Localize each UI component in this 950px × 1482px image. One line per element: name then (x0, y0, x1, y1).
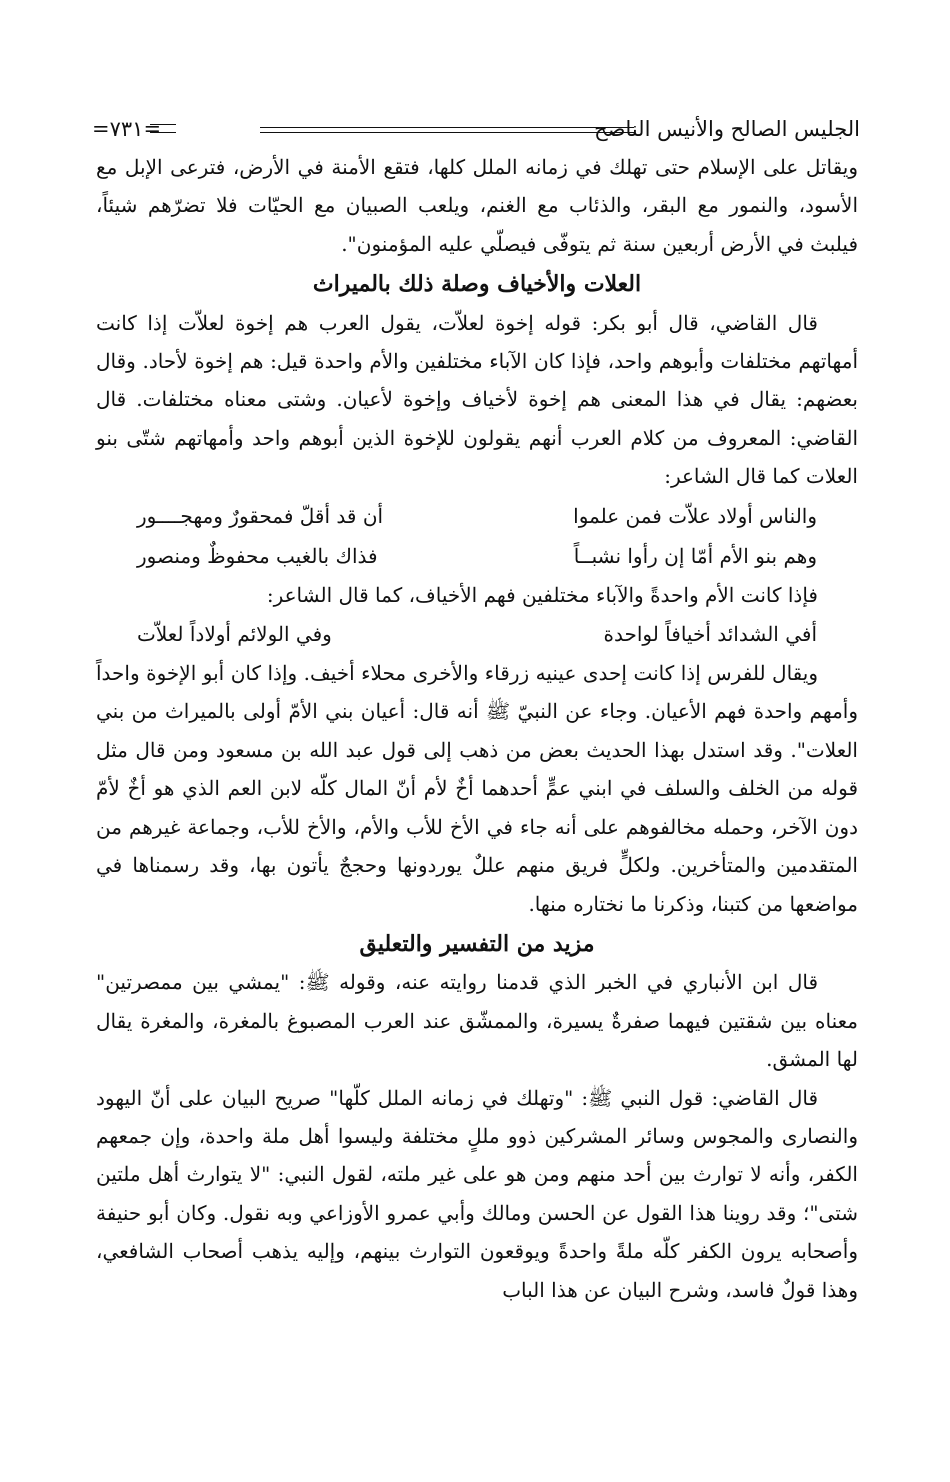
verse-second-hemistich: فذاك بالغيب محفوظٌ ومنصور (137, 543, 378, 568)
verse-second-hemistich: وفي الولائم أولاداً لعلاّت (137, 622, 332, 647)
page-number: =٧٣١= (92, 117, 162, 141)
verse-second-hemistich: أن قد أقلّ فمحقورٌ ومهجــــور (137, 503, 384, 528)
section-title: مزيد من التفسير والتعليق (359, 930, 595, 957)
header-rule (260, 132, 634, 133)
header-ornament-left (150, 124, 176, 133)
running-title: الجليس الصالح والأنيس الناصح (594, 117, 860, 141)
paragraph: ويقاتل على الإسلام حتى تهلك في زمانه الملل كلها، فتقع الأمنة في الأرض، فترعى الإبل مع الأسود، والنمور مع البقر، والذئاب مع الغنم، ويلعب الصبيان مع الحيّات فلا تضرّهم شيئاً، فيلبث في الأرض أربعين سنة ثم يتوفّى فيصلّي عليه المؤمنون". (96, 155, 858, 256)
header-rule (260, 127, 634, 128)
paragraph: قال ابن الأنباري في الخبر الذي قدمنا روايته عنه، وقوله ﷺ: "يمشي بين ممصرتين" معناه بين شقتين فيهما صفرةٌ يسيرة، والممشّق عند العرب المصبوغ بالمغرة، والمغرة يقال لها المشق. (96, 970, 858, 1072)
paragraph: ويقال للفرس إذا كانت إحدى عينيه زرقاء والأخرى محلاء أخيف. وإذا كان أبو الإخوة واحداً وأمهم واحدة فهم الأعيان. وجاء عن النبيّ ﷺ أنه قال: أعيان بني الأمّ أولى بالميراث من بني العلات". وقد استدل بهذا الحديث بعض من ذهب إلى قول عبد الله بن مسعود ومن قال مثل قوله من الخلف والسلف في ابني عمٍّ أحدهما أخٌ لأم أنّ المال كلّه لابن العم الذي هو أخٌ لأمّ دون الآخر، وحمله مخالفوهم على أنه جاء في الأخ للأب والأم، والأخ للأب، وجماعة غيرهم من المتقدمين والمتأخرين. ولكلٍّ فريق منهم عللٌ يوردونها وحججٌ يأتون بها، وقد رسمناها في مواضعها من كتبنا، وذكرنا ما نختاره منها. (96, 661, 858, 916)
poem-verse (137, 614, 817, 654)
verse-first-hemistich: والناس أولاد علاّت فمن علموا (573, 503, 817, 528)
poem-verse (137, 536, 817, 576)
page-body (96, 148, 858, 1309)
verse-first-hemistich: وهم بنو الأم أمّا إن رأوا نشبــاً (573, 543, 817, 568)
poem-verse (137, 496, 817, 536)
paragraph: قال القاضي، قال أبو بكر: قوله إخوة لعلاّت، يقول العرب هم إخوة لعلاّت إذا كانت أمهاتهم مختلفات وأبوهم واحد، فإذا كان الآباء مختلفين والأم واحدة قيل: هم إخوة لأحاد. وقال بعضهم: يقال في هذا المعنى هم إخوة لأخياف وإخوة لأعيان. وشتى معناه مختلفات. قال القاضي: المعروف من كلام العرب أنهم يقولون للإخوة الذين أبوهم واحد وأمهاتهم شتّى بنو العلات كما قال الشاعر: (96, 310, 858, 489)
page-header (92, 114, 860, 144)
verse-first-hemistich: أفي الشدائد أخيافاً لواحدة (603, 622, 817, 647)
section-title: العلات والأخياف وصلة ذلك بالميراث (312, 271, 642, 298)
paragraph: فإذا كانت الأم واحدةً والآباء مختلفين فهم الأخياف، كما قال الشاعر: (266, 582, 818, 607)
paragraph: قال القاضي: قول النبي ﷺ: "وتهلك في زمانه الملل كلّها" صريح البيان على أنّ اليهود والنصارى والمجوس وسائر المشركين ذوو مللٍ مختلفة وليسوا أهل ملة واحدة، وإن جمعهم الكفر، وأنه لا توارث بين أحد منهم ومن هو على غير ملته، لقول النبي: "لا يتوارث أهل ملتين شتى"؛ وقد روينا هذا القول عن الحسن ومالك وأبي عمرو الأوزاعي وبه نقول. وكان أبو حنيفة وأصحابه يرون الكفر كلّه ملةً واحدةً ويوقعون التوارث بينهم، وإليه يذهب أصحاب الشافعي، وهذا قولٌ فاسد، وشرح البيان عن هذا الباب (96, 1085, 858, 1302)
